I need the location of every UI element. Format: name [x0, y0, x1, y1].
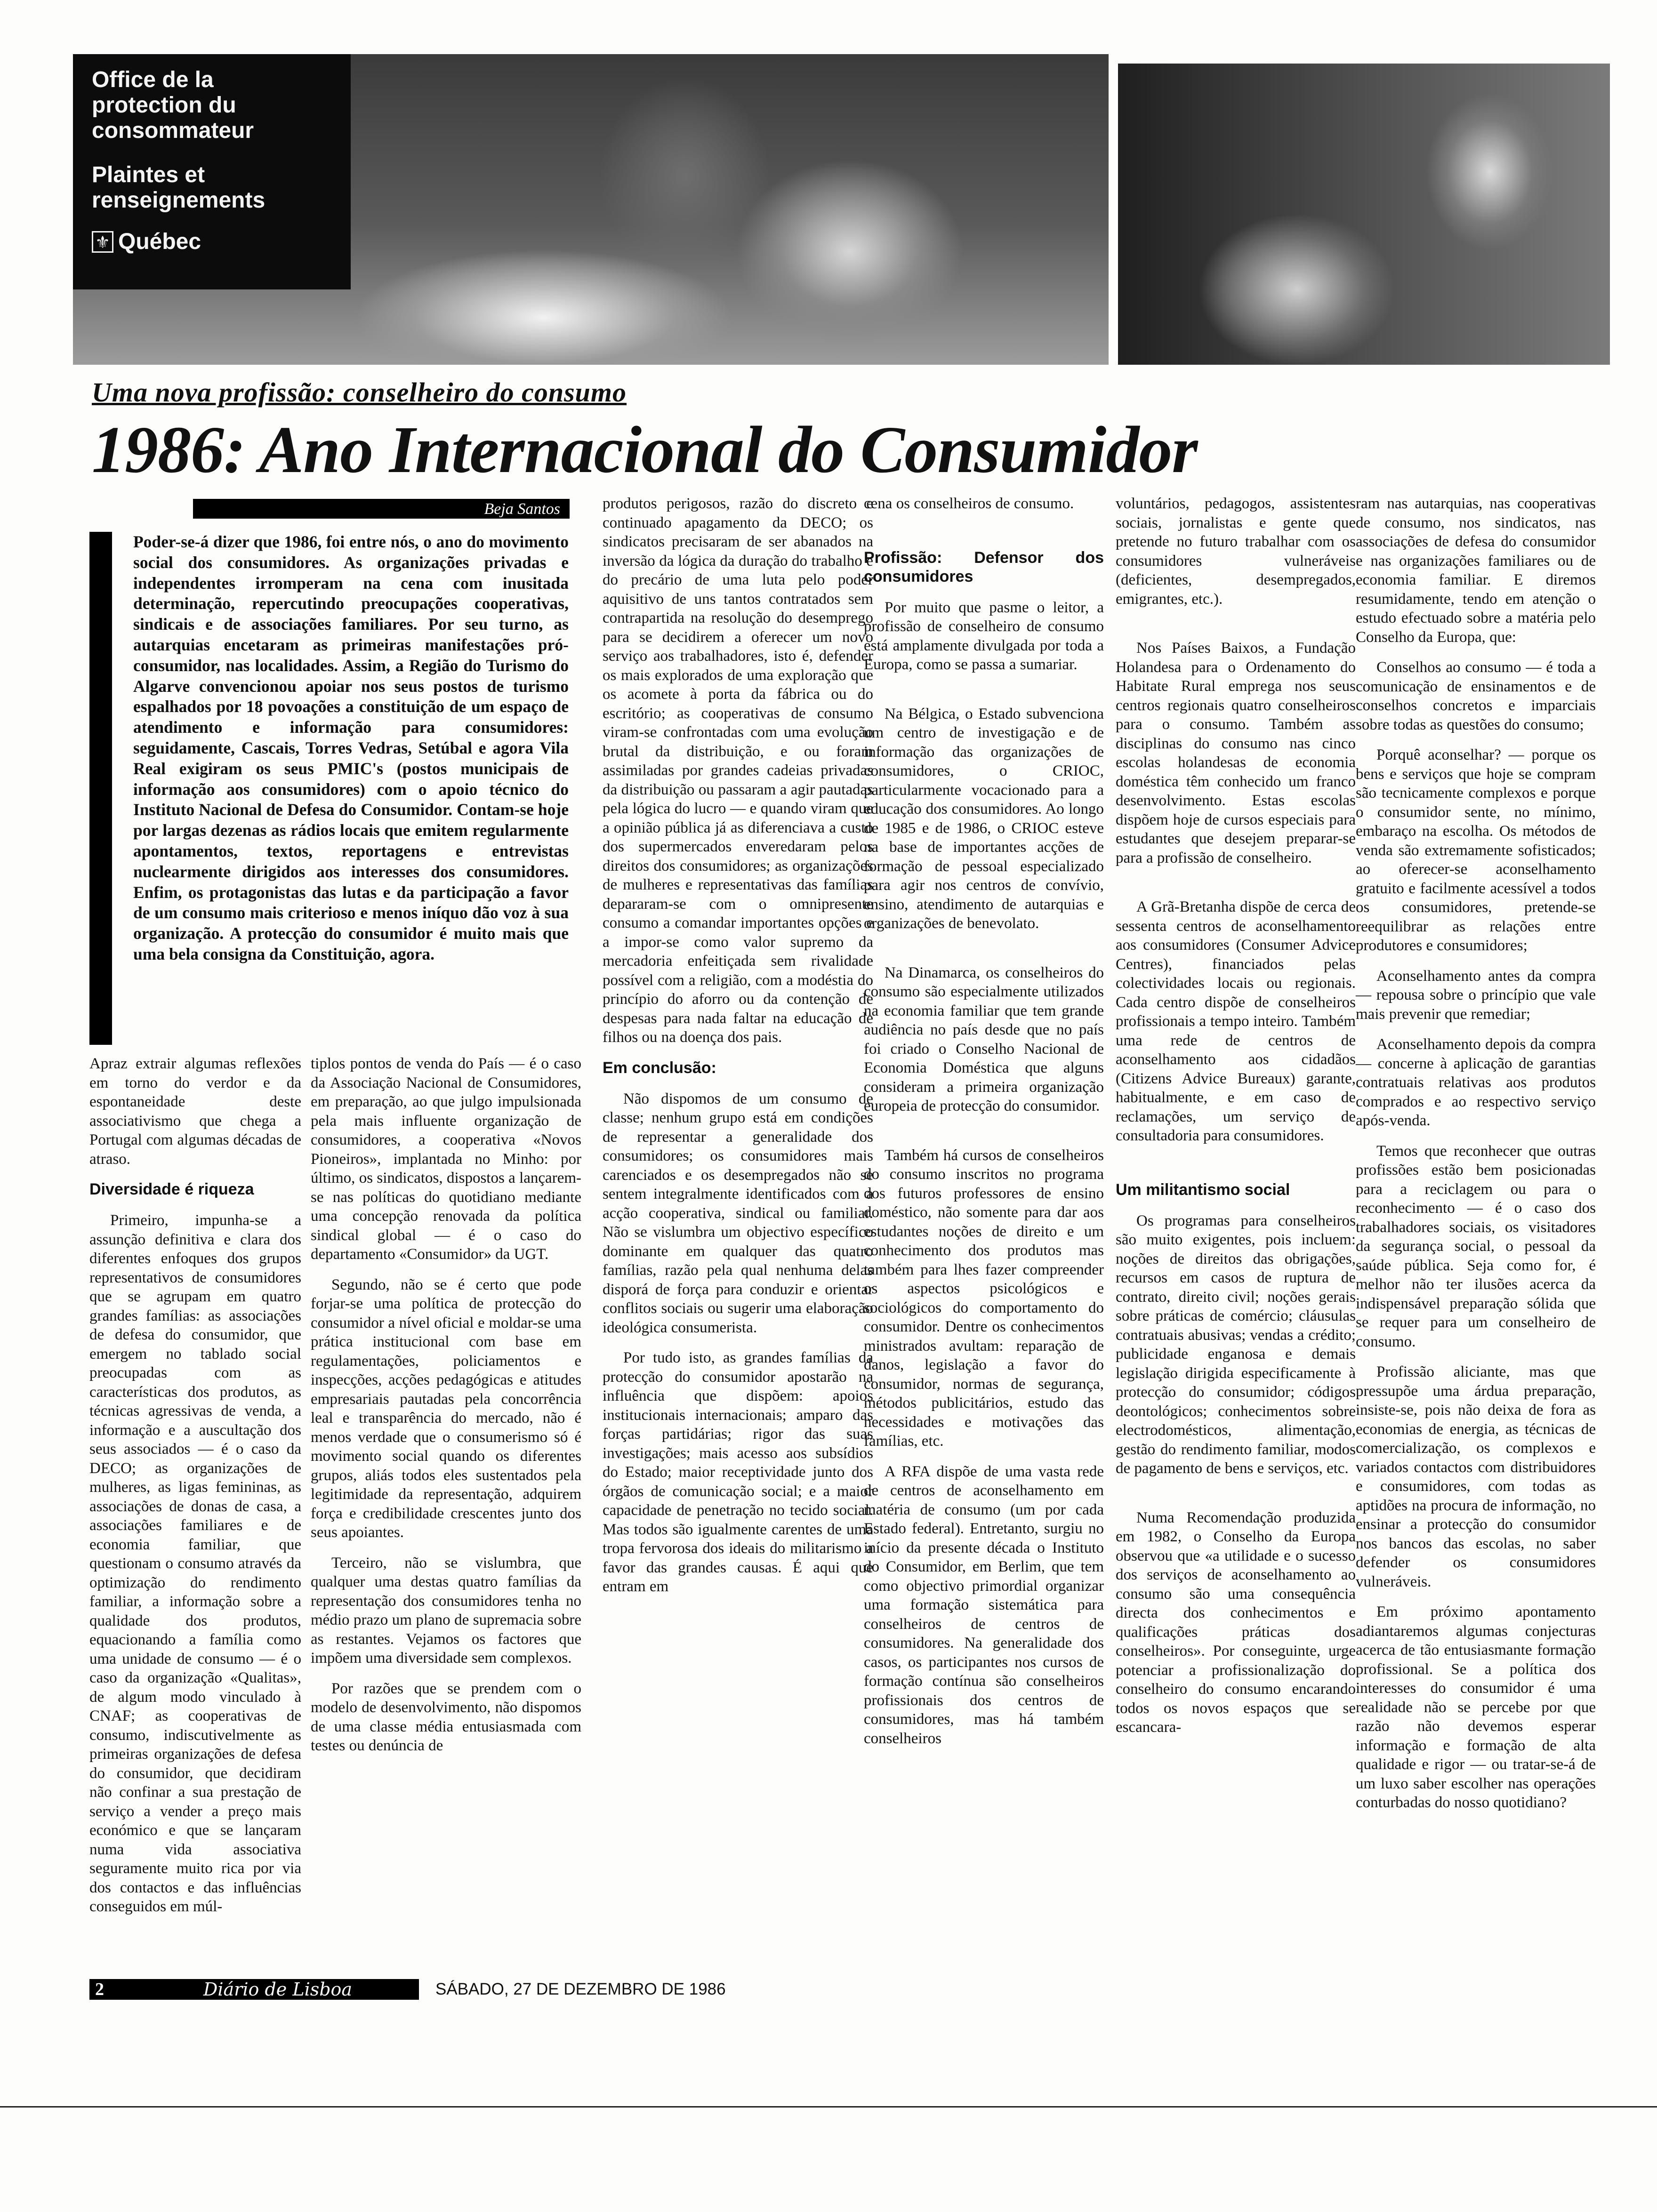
page-number: 2: [89, 1979, 137, 2000]
sign-line: Plaintes et: [92, 162, 205, 187]
column-3: [603, 494, 873, 1608]
dateline: SÁBADO, 27 DE DEZEMBRO DE 1986: [435, 1980, 726, 1998]
paragraph: tiplos pontos de venda do País — é o caso da Associação Nacional de Consumidores, em preparação, ao que julgo impulsionada pela mais influente organização de consumidores, a cooperativa «Novos Pioneiros», implantada no Minho: por último, os sindicatos, dispostos a lançarem-se nas políticas do quotidiano mediante uma concepção renovada da política sindical global — é o caso do departamento «Consumidor» da UGT.: [311, 1055, 581, 1263]
paragraph: cena os conselheiros de consumo.: [864, 495, 1074, 512]
sign-line: consommateur: [92, 118, 254, 143]
paragraph: Os programas para conselheiros são muito exigentes, pois incluem: noções de direitos das obrigações, recursos em casos de ruptura de contrato, direito civil; noções gerais sobre práticas de comércio; cláusulas contratuais abusivas; vendas a crédito; publicidade enganosa e demais legislação dirigida especificamente à protecção do consumidor; códigos deontológicos; conhecimentos sobre electrodomésticos, alimentação, gestão do rendimento familiar, modos de pagamento de bens e serviços, etc.: [1116, 1212, 1356, 1477]
paragraph: Por tudo isto, as grandes famílias da protecção do consumidor apostarão na influência que dispõem: apoios institucionais internacionais; amparo das forças partidárias; rigor das suas investigações; mais acesso aos subsídios do Estado; maior receptividade junto dos órgãos de comunicação social; e a maior capacidade de penetração no tecido social. Mas todos são igualmente carentes de uma tropa fervorosa dos ideais do militarismo a favor das grandes causas. É aqui que entram em: [603, 1349, 873, 1595]
paragraph: Não dispomos de um consumo de classe; nenhum grupo está em condições de representar a generalidade dos consumidores; os consumidores mais carenciados e os desempregados não se sentem integralmente identificados com a acção cooperativa, sindical ou familiar. Não se vislumbra um objectivo específico dominante em qualquer das quatro famílias, razão pela qual nenhuma delas disporá de força para conduzir e orientar conflitos sociais ou sugerir uma elaboração ideológica consumerista.: [603, 1090, 873, 1336]
paragraph: ram nas autarquias, nas cooperativas de consumo, nos sindicatos, nas associações de defesa do consumidor e nas organizações familiares ou de economia familiar. E diremos resumidamente, tendo em atenção o estudo efectuado sobre a matéria pelo Conselho da Europa, que:: [1356, 495, 1596, 646]
bottom-rule: [0, 2106, 1657, 2108]
paragraph: Também há cursos de conselheiros do consumo inscritos no programa dos futuros professores de ensino doméstico, não somente para dar aos estudantes noções de direito e um conhecimento dos produtos mas também para lhes fazer compreender os aspectos psicológicos e sociológicos do comportamento do consumidor. Dentre os conhecimentos ministrados avultam: reparação de danos, legislação a favor do consumidor, normas de segurança, métodos publicitários, estudo das necessidades e motivações das famílias, etc.: [864, 1146, 1104, 1450]
paragraph: Na Dinamarca, os conselheiros do consumo são especialmente utilizados na economia familiar que tem grande audiência no país desde que no país foi criado o Conselho Nacional de Economia Doméstica que alguns consideram a primeira organização europeia de protecção do consumidor.: [864, 964, 1104, 1114]
column-2: [311, 1054, 581, 1767]
paragraph: Profissão aliciante, mas que pressupõe uma árdua preparação, insiste-se, pois não deixa de fora as economias de energia, as técnicas de comercialização, os complexos e variados contactos com distribuidores e consumidores, com todas as aptidões na procura de informação, no ensinar a protecção do consumidor nos bancos das escolas, no saber defender os consumidores vulneráveis.: [1356, 1363, 1596, 1590]
column-5: [1116, 494, 1356, 1748]
paragraph: voluntários, pedagogos, assistentes sociais, jornalistas e gente que pretende no futuro trabalhar com os consumidores vulneráveis (deficientes, desempregados, emigrantes, etc.).: [1116, 495, 1356, 608]
sign-region: Québec: [118, 229, 201, 254]
paragraph: produtos perigosos, razão do discreto e continuado apagamento da DECO; os sindicatos precisaram de ser abanados na inversão da lógica da duração do trabalho e do precário de uma luta pelo poder aquisitivo de uns tantos contratados sem contrapartida na resolução do desemprego para se decidirem a oferecer um novo serviço aos trabalhadores, isto é, defender os mais explorados de uma exploração que os acomete à porta da fábrica ou do escritório; as cooperativas de consumo viram-se confrontadas com uma evolução brutal da distribuição, e ou foram assimiladas por grandes cadeias privadas da distribuição ou passaram a agir pautadas pela lógica do lucro — e quando viram que a opinião pública já as diferenciava a custo dos supermercados enveredaram pelos direitos dos consumidores; as organizações de mulheres e representativas das famílias depararam-se com o omnipresente consumo a comandar importantes opções e a impor-se como valor supremo da mercadoria enfeitiçada sem rivalidade possível com a religião, com a modéstia do princípio do aforro ou da contenção de despesas para nada faltar na educação de filhos ou na doença dos pais.: [603, 495, 873, 1046]
paragraph: Por muito que pasme o leitor, a profissão de conselheiro de consumo está amplamente divulgada por toda a Europa, como se passa a sumariar.: [864, 599, 1104, 673]
subheading: Em conclusão:: [603, 1058, 716, 1077]
article-lead: Poder-se-á dizer que 1986, foi entre nós, o ano do movimento social dos consumidores. As organizações privadas e independentes irromperam na cena com inusitada determinação, repercutindo preocupações cooperativas, sindicais e de associações familiares. Por seu turno, as autarquias encetaram as primeiras manifestações pró-consumidor, nas localidades. Assim, a Região do Turismo do Algarve convencionou apoiar nos seus postos de turismo espalhados por 18 povoações a constituição de um espaço de atendimento e informação para consumidores: seguidamente, Cascais, Torres Vedras, Setúbal e agora Vila Real exigiram os seus PMIC's (postos municipais de informação aos consumidores) com o apoio técnico do Instituto Nacional de Defesa do Consumidor. Contam-se hoje por largas dezenas as rádios locais que emitem regularmente apontamentos, textos, reportagens e entrevistas nuclearmente dirigidos aos interesses dos consumidores. Enfim, os protagonistas das lutas e da participação a favor de um consumo mais criterioso e menos iníquo dão voz à sua organização. A protecção do consumidor é muito mais que uma bela consigna da Constituição, agora.: [133, 532, 569, 963]
paragraph: Em próximo apontamento adiantaremos algumas conjecturas acerca de tão entusiasmante formação profissional. Se a política dos interesses do consumidor é uma realidade não se percebe por que razão não devemos esperar informação e formação de alta qualidade e rigor — ou tratar-se-á de um luxo saber escolher nas operações conturbadas do nosso quotidiano?: [1356, 1603, 1596, 1811]
paragraph: Primeiro, impunha-se a assunção definitiva e clara dos diferentes enfoques dos grupos representativos de consumidores que se agrupam em quatro grandes famílias: as associações de defesa do consumidor, que emergem no tablado social preocupadas com as características dos produtos, as técnicas agressivas de venda, a informação e a auscultação dos seus associados — é o caso da DECO; as organizações de mulheres, as ligas femininas, as associações de donas de casa, a associações familiares e de economia familiar, que questionam o consumo através da optimização do rendimento familiar, a informação sobre a qualidade dos produtos, equacionando a família como uma unidade de consumo — é o caso da organização «Qualitas», de algum modo vinculado à CNAF; as cooperativas de consumo, indiscutivelmente as primeiras organizações de defesa do consumidor, que decidiram não confinar a sua prestação de serviço a vender a preço mais económico e que se lançaram numa vida associativa seguramente muito rica por via dos contactos e das influências conseguidos em múl-: [89, 1212, 301, 1915]
paragraph: Nos Países Baixos, a Fundação Holandesa para o Ordenamento do Habitate Rural emprega nos seus centros regionais quatro conselheiros para o consumo. Também as disciplinas do consumo nas cinco escolas holandesas de economia doméstica têm conhecido um franco desenvolvimento. Estas escolas dispõem hoje de cursos especiais para estudantes que desejem preparar-se para a profissão de conselheiro.: [1116, 640, 1356, 866]
subheading: Um militantismo social: [1116, 1180, 1290, 1199]
sign-line: protection du: [92, 93, 236, 118]
subheading: Profissão: Defensor dos consumidores: [864, 548, 1104, 585]
paragraph: Apraz extrair algumas reflexões em torno do verdor e da espontaneidade deste associativismo que chega a Portugal com algumas décadas de atraso.: [89, 1055, 301, 1168]
paragraph: Conselhos ao consumo — é toda a comunicação de ensinamentos e de conselhos concretos e imparciais sobre todas as questões do consumo;: [1356, 659, 1596, 733]
paragraph: Numa Recomendação produzida em 1982, o Conselho da Europa observou que «a utilidade e o sucesso dos serviços de aconselhamento ao consumo são uma consequência directa dos conhecimentos e qualificações práticas dos conselheiros». Por conseguinte, urge potenciar a profissionalização do conselheiro do consumo encarando todos os novos espaços que se escancara-: [1116, 1509, 1356, 1736]
column-4: [864, 494, 1104, 1759]
office-sign: [73, 54, 351, 289]
paragraph: Na Bélgica, o Estado subvenciona um centro de investigação e de informação das organizações de consumidores, o CRIOC, particularmente vocacionado para a educação dos consumidores. Ao longo de 1985 e de 1986, o CRIOC esteve na base de importantes acções de formação de pessoal especializado para agir nos centros de convívio, ensino, atendimento de autarquias e organizações de benevolato.: [864, 705, 1104, 932]
fleur-de-lis-icon: ⚜: [92, 231, 113, 253]
article-kicker: Uma nova profissão: conselheiro do consumo: [92, 377, 627, 408]
sign-line: renseignements: [92, 188, 265, 213]
page-footer: [89, 1979, 726, 2003]
paragraph: A RFA dispõe de uma vasta rede de centros de aconselhamento em matéria de consumo (um por cada Estado federal). Entretanto, surgiu no início da presente década o Instituto do Consumidor, em Berlim, que tem como objectivo primordial organizar uma formação sistemática para conselheiros de centros de consumidores. Na generalidade dos casos, os participantes nos cursos de formação contínua são conselheiros profissionais dos centros de consumidores, mas há também conselheiros: [864, 1463, 1104, 1747]
paragraph: Temos que reconhecer que outras profissões estão bem posicionadas para a reciclagem ou para o reconhecimento — é o caso dos trabalhadores sociais, os visitadores da segurança social, o pessoal da saúde pública. Seja como for, é melhor não ter ilusões acerca da indispensável preparação sólida que se requer para um conselheiro de consumo.: [1356, 1142, 1596, 1350]
column-1: [89, 1054, 301, 1928]
sign-line: Office de la: [92, 67, 214, 92]
byline-bar: [193, 499, 570, 519]
paragraph: Aconselhamento depois da compra — concerne à aplicação de garantias contratuais relativas aos produtos comprados e ao respectivo serviço após-venda.: [1356, 1036, 1596, 1129]
paragraph: A Grã-Bretanha dispõe de cerca de sessenta centros de aconselhamento aos consumidores (Consumer Advice Centres), financiados pelas colectividades locais ou regionais. Cada centro dispõe de conselheiros profissionais a tempo inteiro. Também uma rede de centros de aconselhamento aos cidadãos (Citizens Advice Bureaux) garante, habitualmente, e em caso de reclamações, um serviço de consultadoria para consumidores.: [1116, 898, 1356, 1144]
paragraph: Por razões que se prendem com o modelo de desenvolvimento, não dispomos de uma classe média entusiasmada com testes ou denúncia de: [311, 1680, 581, 1754]
photo-counter-service: [1118, 64, 1610, 365]
paragraph: Porquê aconselhar? — porque os bens e serviços que hoje se compram são tecnicamente complexos e porque o consumidor sente, no mínimo, embaraço na escolha. Os métodos de venda são extremamente sofisticados; ao oferecer-se aconselhamento gratuito e facilmente acessível a todos os consumidores, pretende-se reequilibrar as relações entre produtores e consumidores;: [1356, 746, 1596, 954]
column-6: [1356, 494, 1596, 1824]
newspaper-name: Diário de Lisboa: [137, 1979, 419, 2000]
subheading: Diversidade é riqueza: [89, 1180, 254, 1198]
paragraph: Segundo, não se é certo que pode forjar-se uma política de protecção do consumidor a nível oficial e moldar-se uma prática institucional com base em regulamentações, policiamentos e inspecções, acções pedagógicas e atitudes empresariais pautadas pela concorrência leal e transparência do mercado, não é menos verdade que o consumerismo só é movimento social quando os diferentes grupos, aliás todos eles sustentados pela legitimidade da representação, adquirem força e credibilidade crescentes junto dos seus apoiantes.: [311, 1276, 581, 1541]
photo-consumer-office: [73, 54, 1109, 365]
paragraph: Terceiro, não se vislumbra, que qualquer uma destas quatro famílias da representação dos consumidores tenha no médio prazo um plano de supremacia sobre as restantes. Vejamos os factores que impõem uma diversidade sem complexos.: [311, 1554, 581, 1667]
author-byline: Beja Santos: [484, 500, 560, 518]
paragraph: Aconselhamento antes da compra — repousa sobre o princípio que vale mais prevenir que remediar;: [1356, 967, 1596, 1023]
lead-rule: [89, 532, 112, 1045]
article-headline: 1986: Ano Internacional do Consumidor: [92, 412, 1198, 487]
